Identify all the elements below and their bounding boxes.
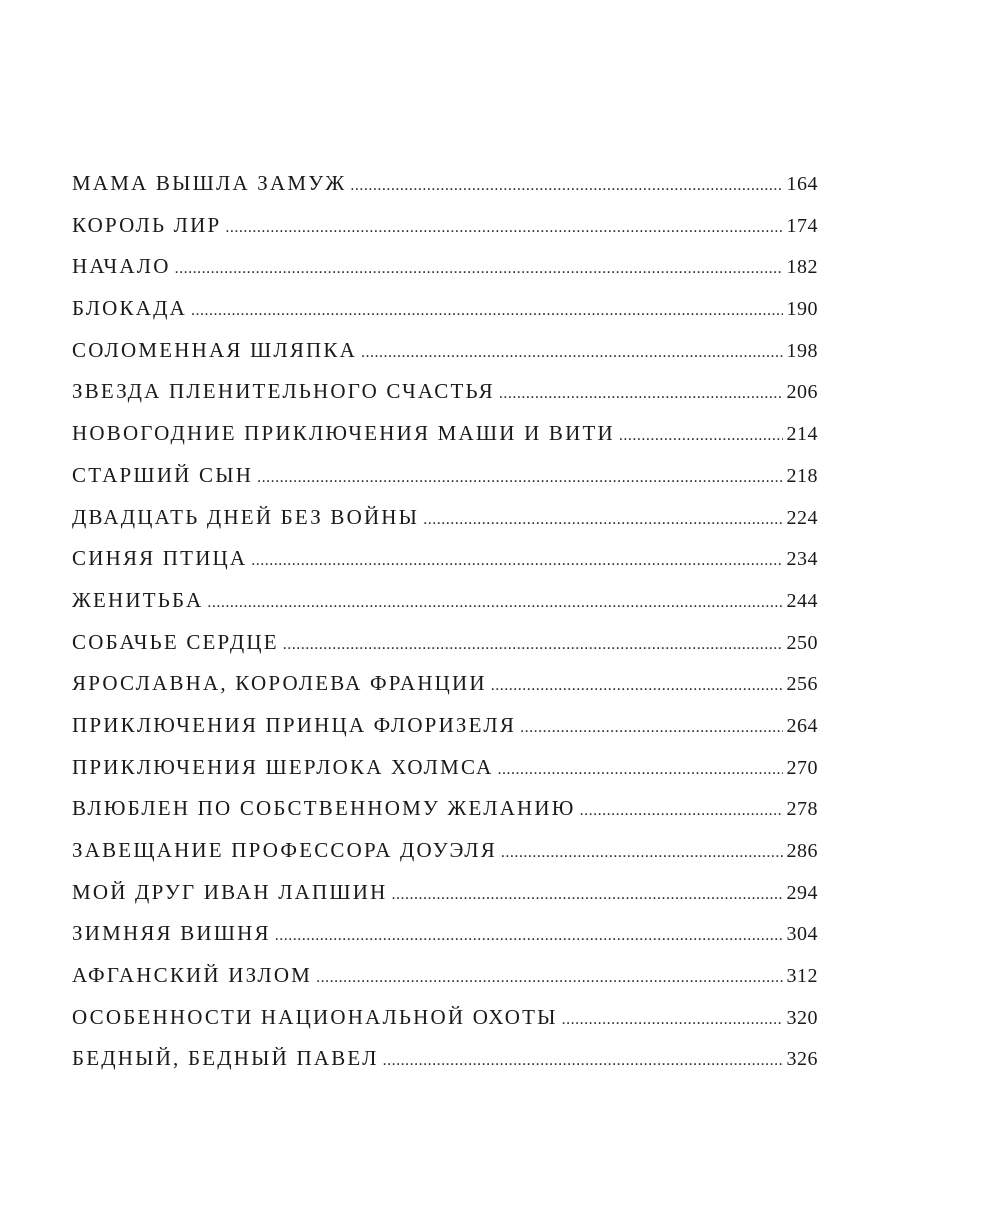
- toc-leader-dots: [361, 332, 783, 374]
- toc-leader-dots: [501, 832, 783, 874]
- toc-entry-title: СИНЯЯ ПТИЦА: [72, 546, 248, 571]
- toc-entry-title: ПРИКЛЮЧЕНИЯ ШЕРЛОКА ХОЛМСА: [72, 754, 494, 779]
- toc-entry-page: 190: [786, 298, 818, 321]
- toc-entry: [72, 497, 818, 539]
- toc-leader-dots: [207, 582, 782, 624]
- toc-entry-page: 182: [786, 256, 818, 279]
- toc-entry-page: 164: [786, 173, 818, 195]
- toc-leader-dots: [619, 415, 783, 457]
- toc-entry-title: МОЙ ДРУГ ИВАН ЛАПШИН: [72, 879, 388, 904]
- toc-entry: [72, 788, 818, 830]
- toc-entry-page: 244: [786, 589, 818, 612]
- toc-leader-dots: [392, 874, 783, 916]
- toc-entry-title: БЕДНЫЙ, БЕДНЫЙ ПАВЕЛ: [72, 1046, 379, 1071]
- toc-entry-title: АФГАНСКИЙ ИЗЛОМ: [72, 963, 313, 988]
- toc-leader-dots: [283, 624, 783, 666]
- toc-entry-title: СТАРШИЙ СЫН: [72, 462, 254, 487]
- toc-leader-dots: [383, 1040, 783, 1082]
- toc-entry: [72, 705, 818, 747]
- toc-entry: [72, 246, 818, 288]
- toc-entry: [72, 413, 818, 455]
- toc-entry-title: НОВОГОДНИЕ ПРИКЛЮЧЕНИЯ МАШИ И ВИТИ: [72, 421, 615, 446]
- toc-entry: [72, 538, 818, 580]
- toc-entry: [72, 1038, 818, 1080]
- toc-leader-dots: [316, 957, 782, 999]
- toc-entry-title: ЗАВЕЩАНИЕ ПРОФЕССОРА ДОУЭЛЯ: [72, 838, 497, 862]
- toc-entry: [72, 288, 818, 330]
- toc-entry: [72, 872, 818, 914]
- toc-entry-title: ЯРОСЛАВНА, КОРОЛЕВА ФРАНЦИИ: [72, 671, 487, 696]
- toc-entry-title: НАЧАЛО: [72, 254, 171, 279]
- toc-entry-page: 326: [786, 1048, 818, 1071]
- toc-entry-title: СОЛОМЕННАЯ ШЛЯПКА: [72, 337, 357, 362]
- toc-entry-page: 250: [786, 631, 818, 654]
- toc-entry-title: ЗИМНЯЯ ВИШНЯ: [72, 921, 271, 946]
- toc-leader-dots: [562, 999, 783, 1041]
- toc-entry: [72, 997, 818, 1039]
- toc-leader-dots: [499, 373, 783, 415]
- toc-entry: [72, 371, 818, 413]
- toc-entry-page: 174: [786, 214, 818, 237]
- toc-entry-title: КОРОЛЬ ЛИР: [72, 212, 222, 237]
- toc-leader-dots: [520, 707, 782, 749]
- toc-entry-page: 224: [786, 506, 818, 529]
- toc-leader-dots: [225, 207, 782, 249]
- toc-entry-title: ДВАДЦАТЬ ДНЕЙ БЕЗ ВОЙНЫ: [72, 504, 420, 529]
- toc-entry: [72, 622, 818, 664]
- toc-entry-page: 278: [786, 798, 818, 821]
- table-of-contents: [72, 163, 818, 1080]
- toc-entry-title: ПРИКЛЮЧЕНИЯ ПРИНЦА ФЛОРИЗЕЛЯ: [72, 712, 517, 737]
- toc-entry-page: 294: [786, 881, 818, 904]
- toc-entry-page: 206: [786, 381, 818, 404]
- toc-entry-title: СОБАЧЬЕ СЕРДЦЕ: [72, 629, 279, 654]
- toc-entry-page: 234: [786, 548, 818, 571]
- toc-entry: [72, 830, 818, 872]
- toc-entry: [72, 330, 818, 372]
- toc-entry-title: МАМА ВЫШЛА ЗАМУЖ: [72, 171, 347, 195]
- toc-entry-page: 214: [786, 423, 818, 446]
- toc-entry: [72, 663, 818, 705]
- toc-leader-dots: [491, 665, 783, 707]
- toc-leader-dots: [275, 915, 783, 957]
- toc-entry-page: 218: [786, 464, 818, 487]
- toc-leader-dots: [498, 749, 783, 791]
- toc-leader-dots: [423, 499, 782, 541]
- toc-entry-page: 286: [786, 840, 818, 862]
- toc-entry: [72, 955, 818, 997]
- toc-entry-page: 304: [786, 923, 818, 946]
- toc-leader-dots: [257, 457, 782, 499]
- toc-entry: [72, 205, 818, 247]
- toc-entry: [72, 913, 818, 955]
- toc-entry-title: ЖЕНИТЬБА: [72, 587, 204, 612]
- toc-entry-page: 264: [786, 714, 818, 737]
- toc-entry-page: 312: [786, 965, 818, 988]
- toc-entry-page: 320: [786, 1006, 818, 1029]
- toc-entry-title: ОСОБЕННОСТИ НАЦИОНАЛЬНОЙ ОХОТЫ: [72, 1004, 558, 1029]
- toc-entry: [72, 163, 818, 205]
- toc-leader-dots: [580, 790, 783, 832]
- toc-entry-page: 198: [786, 339, 818, 362]
- toc-entry: [72, 455, 818, 497]
- toc-entry-title: БЛОКАДА: [72, 296, 188, 321]
- toc-entry-page: 256: [786, 673, 818, 696]
- toc-entry: [72, 747, 818, 789]
- toc-entry-title: ЗВЕЗДА ПЛЕНИТЕЛЬНОГО СЧАСТЬЯ: [72, 379, 495, 404]
- toc-entry-title: ВЛЮБЛЕН ПО СОБСТВЕННОМУ ЖЕЛАНИЮ: [72, 796, 576, 821]
- toc-leader-dots: [191, 290, 782, 332]
- toc-leader-dots: [175, 248, 783, 290]
- toc-entry-page: 270: [786, 756, 818, 779]
- toc-entry: [72, 580, 818, 622]
- toc-leader-dots: [350, 165, 782, 207]
- toc-leader-dots: [251, 540, 782, 582]
